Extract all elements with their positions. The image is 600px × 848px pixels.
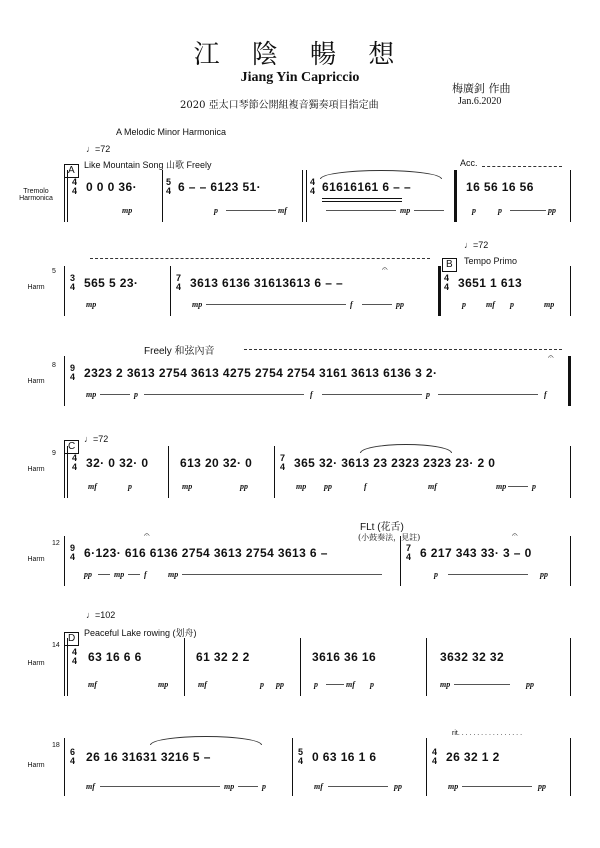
crescendo-hairpin [128,574,140,575]
notes-m19: 0 63 16 1 6 [312,750,377,764]
system-start-barline [64,446,65,498]
decrescendo-hairpin [510,210,546,211]
instrument-name: Tremolo Harmonica [19,188,53,202]
dynamic: mp [86,300,97,309]
decrescendo-hairpin [100,394,130,395]
crescendo-hairpin [144,394,304,395]
dynamic: p [462,300,466,309]
barline [274,446,275,498]
notes-m2: 6 – – 6123 51· [178,180,261,194]
dynamic: f [310,390,313,399]
notes-m9: 32· 0 32· 0 [86,456,149,470]
dynamic: p [532,482,536,491]
section-direction: Like Mountain Song 山歌 Freely [84,160,212,170]
dynamic: mf [314,782,323,791]
time-signature: 4 4 [310,177,316,196]
notes-m17: 3632 32 32 [440,650,505,664]
slur [150,736,262,745]
measure-number: 18 [52,742,60,749]
dynamic: mp [182,482,193,491]
accel-dashes [482,166,562,167]
time-signature: 4 4 [72,647,78,666]
time-signature: 7 4 [176,273,182,292]
time-signature: 5 4 [298,747,304,766]
measure-number: 12 [52,540,60,547]
dynamic: pp [394,782,402,791]
dynamic: p [498,206,502,215]
rehearsal-mark-d: D [64,626,79,646]
notes-m14: 63 16 6 6 [88,650,142,664]
dynamic: mp [158,680,169,689]
dynamic: pp [540,570,548,579]
tempo-primo: Tempo Primo [464,256,518,266]
notes-m5: 565 5 23· [84,276,139,290]
dynamic: pp [84,570,92,579]
crescendo-hairpin [100,786,220,787]
rehearsal-mark-c: C [64,434,79,454]
time-signature: 7 4 [406,543,412,562]
barline [184,638,185,696]
dynamic: f [350,300,353,309]
dynamic: mp [448,782,459,791]
notes-m13: 6 217 343 33· 3 – 0 [420,546,532,560]
dynamic: mf [428,482,437,491]
dynamic: p [426,390,430,399]
dynamic: pp [538,782,546,791]
system-start-barline [64,356,65,406]
decrescendo-hairpin [462,786,532,787]
measure-number: 8 [52,362,56,369]
notes-m12: 6·123· 616 6136 2754 3613 2754 3613 6 – [84,546,328,560]
system-6 [64,638,572,696]
dynamic: p [370,680,374,689]
system-end-barline [568,356,571,406]
system-end-barline [570,638,571,696]
ritardando-marking: rit. . . . . . . . . . . . . . . . . [452,730,523,737]
notes-m6: 3613 6136 31613613 6 – – [190,276,344,290]
slur [360,444,452,453]
system-end-barline [570,266,571,316]
dynamic: p [214,206,218,215]
notes-m1: 0 0 0 36· [86,180,137,194]
system-end-barline [570,446,571,498]
section-direction: Peaceful Lake rowing (划舟) [84,628,197,638]
system-4 [64,446,572,498]
decrescendo-hairpin [448,574,528,575]
notes-m7: 3651 1 613 [458,276,523,290]
instrument-name: Harm [27,762,45,769]
dynamic: mp [544,300,555,309]
accel-marking: Acc. [460,158,478,168]
page-title: 江 陰 暢 想 [193,40,407,70]
decrescendo-hairpin [322,394,422,395]
composition-date: Jan.6.2020 [458,96,502,107]
dynamic: pp [548,206,556,215]
dynamic: p [262,782,266,791]
dynamic: p [134,390,138,399]
dynamic: p [434,570,438,579]
barline [162,170,163,222]
beam [322,198,402,199]
fermata-icon: 𝄐 [512,530,518,541]
system-start-barline [64,638,65,696]
system-2 [64,266,572,316]
tempo-marking: ♩=72 [84,434,109,444]
dynamic: mf [198,680,207,689]
dynamic: mp [400,206,411,215]
crescendo-hairpin [326,684,344,685]
system-end-barline [570,170,571,222]
notes-m10: 613 20 32· 0 [180,456,253,470]
notes-m4: 16 56 16 56 [466,180,534,194]
composer-credit: 梅廣釗 作曲 [452,82,511,95]
measure-number: 14 [52,642,60,649]
time-signature: 7 4 [280,453,286,472]
tempo-marking: ♩=72 [464,240,489,250]
time-signature: 4 4 [444,273,450,292]
system-start-barline-2 [67,446,68,498]
fermata-icon: 𝄐 [382,264,388,275]
crescendo-hairpin [226,210,276,211]
tempo-marking: ♩=72 [86,144,111,154]
system-start-barline-2 [67,170,68,222]
dynamic: mp [296,482,307,491]
freely-extension [244,349,562,350]
barline [400,536,401,586]
instrument-name: Harm [27,556,45,563]
barline-double [306,170,307,222]
notes-m11: 365 32· 3613 23 2323 2323 23· 2 0 [294,456,496,470]
rehearsal-mark-a: A [64,158,79,178]
dynamic: mp [496,482,507,491]
system-1 [64,170,572,222]
notes-m3: 61616161 6 – – [322,180,412,194]
time-signature: 6 4 [70,747,76,766]
time-signature: 4 4 [72,453,78,472]
harmonica-type: A Melodic Minor Harmonica [116,127,227,137]
dynamic: p [314,680,318,689]
dynamic: f [364,482,367,491]
crescendo-hairpin [206,304,346,305]
system-7 [64,738,572,796]
instrument-name: Harm [27,284,45,291]
barline [170,266,171,316]
decrescendo-hairpin [238,786,258,787]
dynamic: mp [192,300,203,309]
time-signature: 9 4 [70,363,76,382]
decrescendo-hairpin [362,304,392,305]
beam [322,201,402,202]
dynamic: mf [346,680,355,689]
barline [426,638,427,696]
dynamic: mf [88,482,97,491]
system-end-barline [570,536,571,586]
system-5 [64,530,572,586]
dynamic: mp [168,570,179,579]
freely-direction: Freely 和弦內音 [144,346,215,357]
barline [168,446,169,498]
crescendo-hairpin [182,574,382,575]
fermata-icon: 𝄐 [548,352,554,363]
crescendo-hairpin [438,394,538,395]
snare-technique-note: (小鼓奏法，見註) [358,533,421,542]
measure-number: 9 [52,450,56,457]
dynamic: p [510,300,514,309]
crescendo-hairpin [326,210,396,211]
decrescendo-hairpin [454,684,510,685]
accel-dashes [90,258,430,259]
measure-number: 5 [52,268,56,275]
decrescendo-hairpin [328,786,388,787]
crescendo-hairpin [98,574,110,575]
time-signature: 3 4 [70,273,76,292]
dynamic: mf [278,206,287,215]
time-signature: 4 4 [72,177,78,196]
notes-m20: 26 32 1 2 [446,750,500,764]
dynamic: p [260,680,264,689]
time-signature: 5 4 [166,177,172,196]
tempo-marking: ♩=102 [86,610,116,620]
dynamic: p [128,482,132,491]
dynamic: pp [276,680,284,689]
dynamic: mf [86,782,95,791]
time-signature: 4 4 [432,747,438,766]
dynamic: mp [224,782,235,791]
dynamic: pp [240,482,248,491]
dynamic: pp [396,300,404,309]
notes-m16: 3616 36 16 [312,650,377,664]
rehearsal-mark-b: B [442,252,457,272]
dynamic: mf [486,300,495,309]
dynamic: mp [122,206,133,215]
system-end-barline [570,738,571,796]
barline [454,170,457,222]
fermata-icon: 𝄐 [144,530,150,541]
barline [426,738,427,796]
dynamic: f [144,570,147,579]
notes-m18: 26 16 31631 3216 5 – [86,750,211,764]
competition-note: 2020 亞太口琴節公開組複音獨奏項目指定曲 [180,100,379,111]
system-3 [64,352,572,406]
system-start-barline [64,536,65,586]
dynamic: mf [88,680,97,689]
notes-m8: 2323 2 3613 2754 3613 4275 2754 2754 3161 3613 6136 3 2· [84,366,438,380]
flutter-tongue-marking: FLt (花舌) [360,522,404,533]
dynamic: p [472,206,476,215]
instrument-name: Harm [27,660,45,667]
barline [300,638,301,696]
instrument-name: Harm [27,466,45,473]
instrument-name: Harm [27,378,45,385]
dynamic: mp [440,680,451,689]
dynamic: pp [324,482,332,491]
dynamic: pp [526,680,534,689]
system-start-barline [64,266,65,316]
crescendo-hairpin [508,486,528,487]
page-subtitle: Jiang Yin Capriccio [240,70,360,85]
dynamic: mp [114,570,125,579]
system-start-barline [64,738,65,796]
dynamic: mp [86,390,97,399]
decrescendo-hairpin [414,210,444,211]
system-start-barline-2 [67,638,68,696]
system-start-barline [64,170,65,222]
dynamic: f [544,390,547,399]
barline [292,738,293,796]
barline [438,266,441,316]
time-signature: 9 4 [70,543,76,562]
barline [302,170,303,222]
notes-m15: 61 32 2 2 [196,650,250,664]
slur [320,170,442,179]
